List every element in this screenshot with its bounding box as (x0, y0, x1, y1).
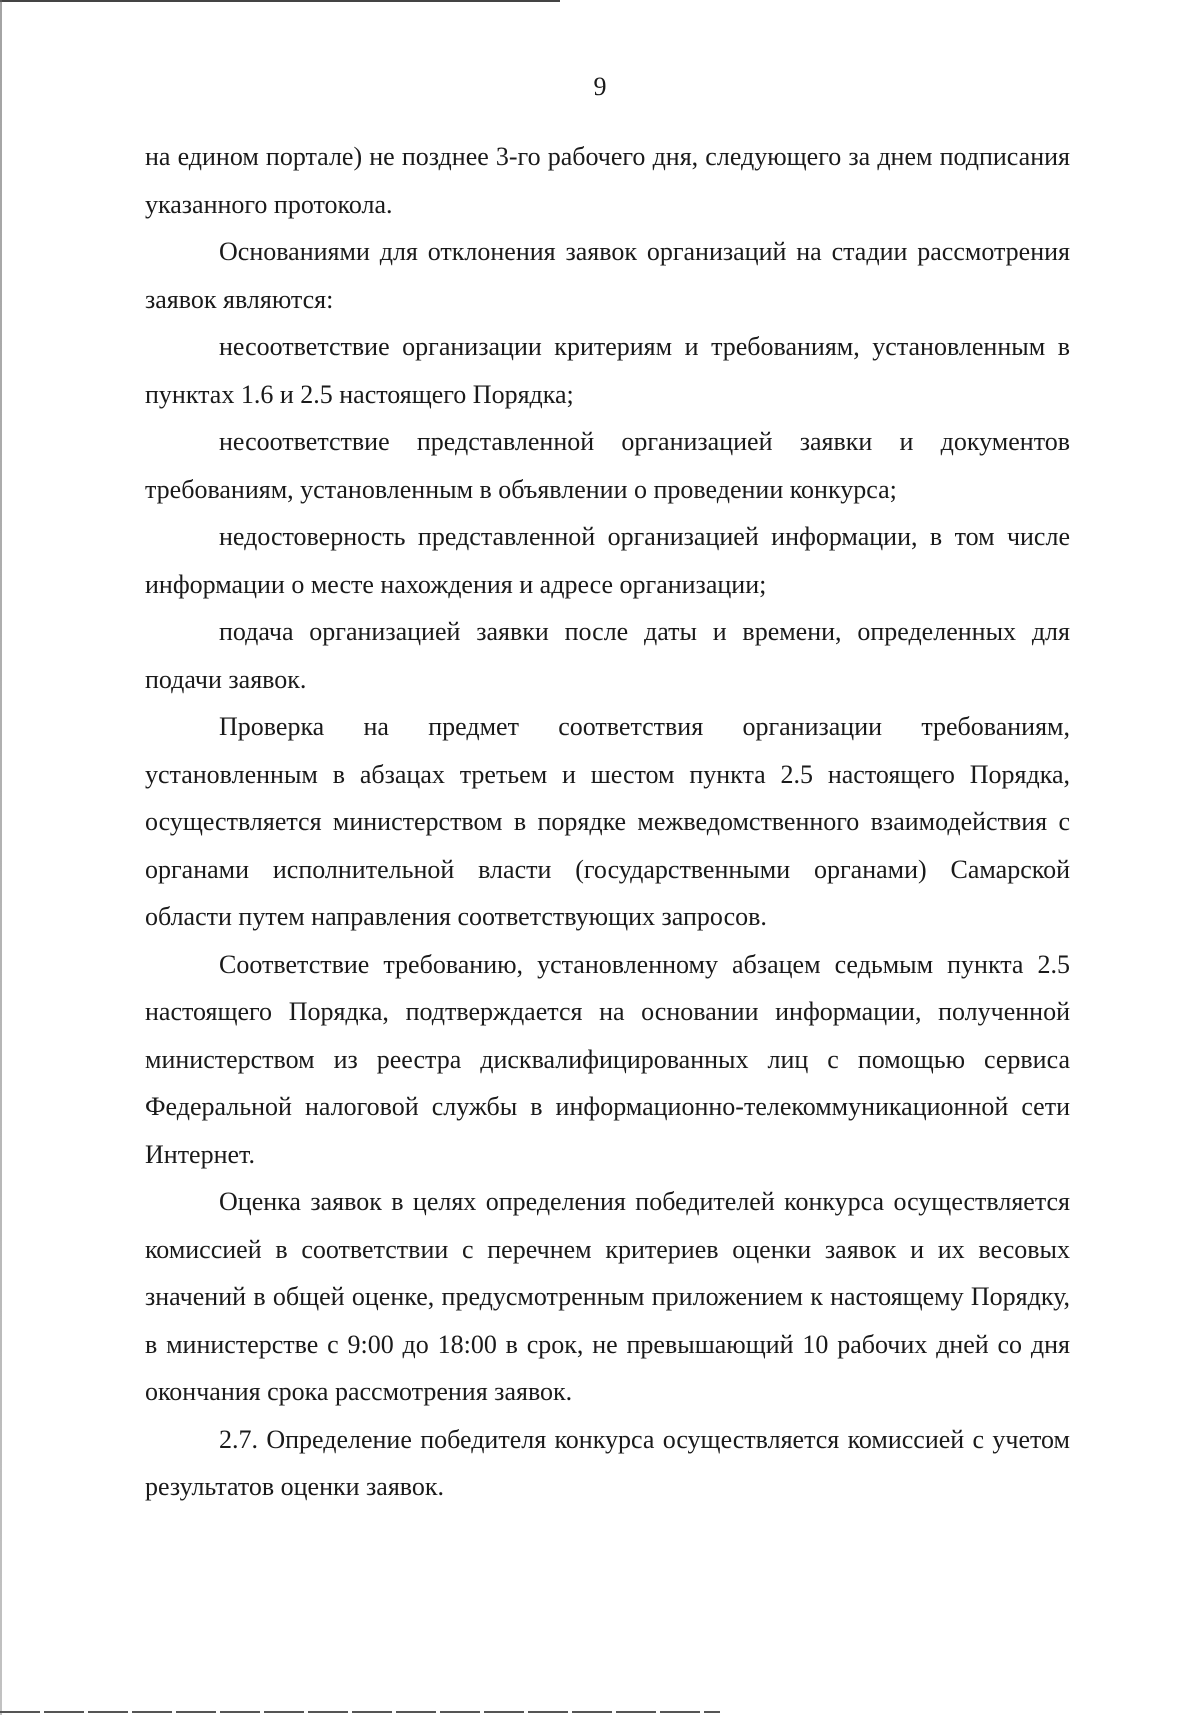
paragraph: недостоверность представленной организацией информации, в том числе информации о месте нахождения и адресе организации; (145, 522, 1070, 599)
paragraph: Проверка на предмет соответствия организации требованиям, установленным в абзацах третьем и шестом пункта 2.5 настоящего Порядка, осуществляется министерством в порядке межведомственного взаимодействия с органами исполнительной власти (государственными органами) Самарской области путем направления соответствующих запросов. (145, 712, 1070, 931)
paragraph: 2.7. Определение победителя конкурса осуществляется комиссией с учетом результатов оценки заявок. (145, 1424, 1070, 1501)
paragraph: несоответствие представленной организацией заявки и документов требованиям, установленным в объявлении о проведении конкурса; (145, 427, 1070, 504)
paragraph: подача организацией заявки после даты и времени, определенных для подачи заявок. (145, 617, 1070, 694)
scan-edge-top (0, 0, 560, 2)
paragraph: Соответствие требованию, установленному абзацем седьмым пункта 2.5 настоящего Порядка, подтверждается на основании информации, полученной министерством из реестра дисквалифицированных лиц с помощью сервиса Федеральной налоговой службы в информационно-телекоммуникационной сети Интернет. (145, 949, 1070, 1169)
paragraph: Оценка заявок в целях определения победителей конкурса осуществляется комиссией в соответствии с перечнем критериев оценки заявок и их весовых значений в общей оценке, предусмотренным приложением к настоящему Порядку, в министерстве с 9:00 до 18:00 в срок, не превышающий 10 рабочих дней со дня окончания срока рассмотрения заявок. (145, 1187, 1070, 1406)
paragraph: на едином портале) не позднее 3-го рабочего дня, следующего за днем подписания указанного протокола. (145, 142, 1070, 219)
paragraph: несоответствие организации критериям и требованиям, установленным в пунктах 1.6 и 2.5 настоящего Порядка; (145, 332, 1070, 409)
scan-edge-bottom (0, 1711, 720, 1713)
page-number: 9 (593, 72, 607, 101)
scan-edge-left (0, 0, 2, 1715)
document-body (145, 133, 1070, 1511)
paragraph: Основаниями для отклонения заявок организаций на стадии рассмотрения заявок являются: (145, 237, 1070, 314)
